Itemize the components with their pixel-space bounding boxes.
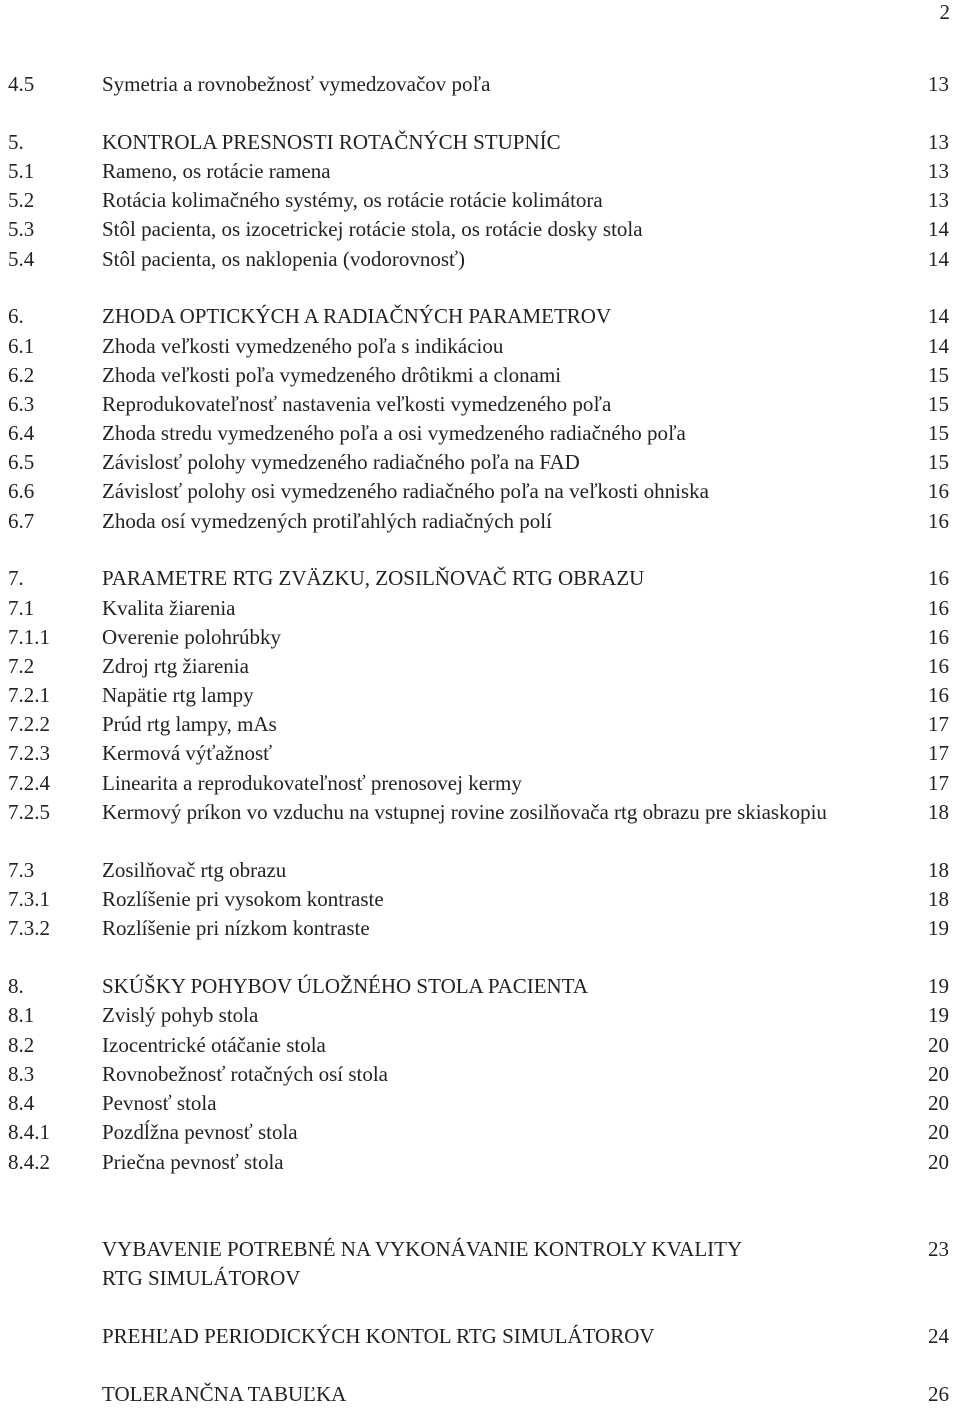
toc-entry-page: 13	[928, 130, 949, 154]
toc-entry-title: Kermová výťažnosť	[102, 741, 273, 765]
toc-entry-number: 5.3	[8, 217, 35, 241]
toc-entry-number: 8.3	[8, 1062, 35, 1086]
toc-entry-page: 26	[928, 1382, 949, 1406]
toc-entry-page: 18	[928, 887, 949, 911]
toc-entry-page: 19	[928, 916, 949, 940]
toc-entry-page: 17	[928, 712, 949, 736]
toc-entry-number: 5.4	[8, 247, 35, 271]
toc-entry-title: Zhoda osí vymedzených protiľahlých radiačných polí	[102, 509, 552, 533]
toc-entry-page: 17	[928, 741, 949, 765]
toc-entry-page: 24	[928, 1324, 949, 1348]
toc-entry-page: 14	[928, 247, 949, 271]
toc-entry-title: Pozdĺžna pevnosť stola	[102, 1120, 298, 1144]
toc-entry-page: 20	[928, 1150, 949, 1174]
toc-entry-page: 14	[928, 334, 949, 358]
toc-entry-title: Kvalita žiarenia	[102, 596, 236, 620]
toc-entry-page: 20	[928, 1091, 949, 1115]
toc-entry-number: 6.1	[8, 334, 35, 358]
toc-entry-title: Rameno, os rotácie ramena	[102, 159, 331, 183]
toc-entry-number: 6.7	[8, 509, 35, 533]
toc-entry-page: 20	[928, 1062, 949, 1086]
toc-entry-number: 8.4.1	[8, 1120, 50, 1144]
toc-entry-title: Rovnobežnosť rotačných osí stola	[102, 1062, 389, 1086]
toc-entry-title: ZHODA OPTICKÝCH A RADIAČNÝCH PARAMETROV	[102, 304, 612, 328]
toc-entry-page: 20	[928, 1033, 949, 1057]
toc-entry-number: 7.	[8, 566, 24, 590]
toc-entry-title: Zhoda veľkosti vymedzeného poľa s indikáciou	[102, 334, 504, 358]
toc-entry-title: PARAMETRE RTG ZVÄZKU, ZOSILŇOVAČ RTG OBRAZU	[102, 566, 645, 590]
toc-entry-number: 7.2.2	[8, 712, 50, 736]
toc-entry-title: Izocentrické otáčanie stola	[102, 1033, 326, 1057]
toc-entry-number: 4.5	[8, 72, 35, 96]
toc-entry-title: Stôl pacienta, os izocetrickej rotácie stola, os rotácie dosky stola	[102, 217, 643, 241]
toc-entry-title: Reprodukovateľnosť nastavenia veľkosti vymedzeného poľa	[102, 392, 612, 416]
toc-entry-title: Napätie rtg lampy	[102, 683, 254, 707]
toc-entry-number: 8.4	[8, 1091, 35, 1115]
toc-entry-number: 8.	[8, 974, 24, 998]
toc-entry-number: 6.5	[8, 450, 35, 474]
toc-entry-number: 6.3	[8, 392, 35, 416]
toc-entry-page: 18	[928, 800, 949, 824]
toc-entry-number: 7.2.3	[8, 741, 50, 765]
toc-entry-title: Zdroj rtg žiarenia	[102, 654, 249, 678]
toc-entry-number: 6.4	[8, 421, 35, 445]
toc-entry-title: SKÚŠKY POHYBOV ÚLOŽNÉHO STOLA PACIENTA	[102, 974, 589, 998]
toc-entry-number: 8.4.2	[8, 1150, 50, 1174]
toc-entry-page: 13	[928, 72, 949, 96]
toc-entry-title: PREHĽAD PERIODICKÝCH KONTOL RTG SIMULÁTOROV	[102, 1324, 655, 1348]
toc-entry-number: 8.1	[8, 1003, 35, 1027]
toc-entry-page: 16	[928, 654, 949, 678]
toc-entry-title: Zosilňovač rtg obrazu	[102, 858, 287, 882]
toc-entry-title: KONTROLA PRESNOSTI ROTAČNÝCH STUPNÍC	[102, 130, 561, 154]
toc-entry-title: Závislosť polohy vymedzeného radiačného poľa na FAD	[102, 450, 580, 474]
toc-entry-title: Zhoda stredu vymedzeného poľa a osi vymedzeného radiačného poľa	[102, 421, 686, 445]
toc-entry-number: 5.2	[8, 188, 35, 212]
page-number: 2	[939, 0, 950, 24]
toc-entry-page: 15	[928, 421, 949, 445]
toc-entry-page: 16	[928, 566, 949, 590]
toc-entry-page: 13	[928, 159, 949, 183]
toc-entry-number: 5.1	[8, 159, 35, 183]
toc-entry-number: 7.1	[8, 596, 35, 620]
toc-entry-title: Zvislý pohyb stola	[102, 1003, 259, 1027]
toc-entry-title: Rozlíšenie pri nízkom kontraste	[102, 916, 370, 940]
toc-entry-page: 15	[928, 450, 949, 474]
toc-entry-title: Linearita a reprodukovateľnosť prenosovej kermy	[102, 771, 522, 795]
toc-entry-title: Rotácia kolimačného systémy, os rotácie rotácie kolimátora	[102, 188, 603, 212]
toc-entry-page: 15	[928, 363, 949, 387]
toc-entry-number: 7.3	[8, 858, 35, 882]
toc-entry-page: 18	[928, 858, 949, 882]
toc-entry-page: 16	[928, 596, 949, 620]
toc-entry-title: Prúd rtg lampy, mAs	[102, 712, 277, 736]
toc-entry-title: Pevnosť stola	[102, 1091, 217, 1115]
toc-entry-number: 5.	[8, 130, 24, 154]
toc-entry-page: 16	[928, 479, 949, 503]
toc-entry-number: 8.2	[8, 1033, 35, 1057]
toc-entry-title: Overenie polohrúbky	[102, 625, 282, 649]
toc-entry-number: 6.6	[8, 479, 35, 503]
toc-entry-number: 7.2.1	[8, 683, 50, 707]
toc-entry-page: 23	[928, 1237, 949, 1261]
toc-entry-page: 16	[928, 625, 949, 649]
toc-entry-title: Stôl pacienta, os naklopenia (vodorovnosť)	[102, 247, 465, 271]
toc-entry-page: 19	[928, 1003, 949, 1027]
toc-entry-page: 16	[928, 683, 949, 707]
toc-entry-title: TOLERANČNA TABUĽKA	[102, 1382, 347, 1406]
toc-entry-title: VYBAVENIE POTREBNÉ NA VYKONÁVANIE KONTROLY KVALITY RTG SIMULÁTOROV	[102, 1237, 742, 1291]
toc-entry-title: Rozlíšenie pri vysokom kontraste	[102, 887, 384, 911]
toc-entry-title: Kermový príkon vo vzduchu na vstupnej rovine zosilňovača rtg obrazu pre skiaskopiu	[102, 800, 827, 824]
toc-entry-page: 17	[928, 771, 949, 795]
toc-entry-number: 7.2.4	[8, 771, 50, 795]
toc-entry-page: 14	[928, 217, 949, 241]
toc-entry-title: Závislosť polohy osi vymedzeného radiačného poľa na veľkosti ohniska	[102, 479, 709, 503]
toc-entry-number: 7.2.5	[8, 800, 50, 824]
toc-entry-page: 20	[928, 1120, 949, 1144]
toc-entry-page: 14	[928, 304, 949, 328]
toc-entry-title: Zhoda veľkosti poľa vymedzeného drôtikmi a clonami	[102, 363, 562, 387]
toc-entry-page: 19	[928, 974, 949, 998]
toc-entry-title: Symetria a rovnobežnosť vymedzovačov poľa	[102, 72, 491, 96]
toc-entry-number: 7.1.1	[8, 625, 50, 649]
toc-entry-page: 16	[928, 509, 949, 533]
toc-entry-number: 6.	[8, 304, 24, 328]
toc-entry-title: Priečna pevnosť stola	[102, 1150, 284, 1174]
toc-entry-number: 6.2	[8, 363, 35, 387]
toc-entry-number: 7.2	[8, 654, 35, 678]
toc-entry-number: 7.3.1	[8, 887, 50, 911]
toc-entry-page: 15	[928, 392, 949, 416]
toc-entry-number: 7.3.2	[8, 916, 50, 940]
toc-entry-page: 13	[928, 188, 949, 212]
